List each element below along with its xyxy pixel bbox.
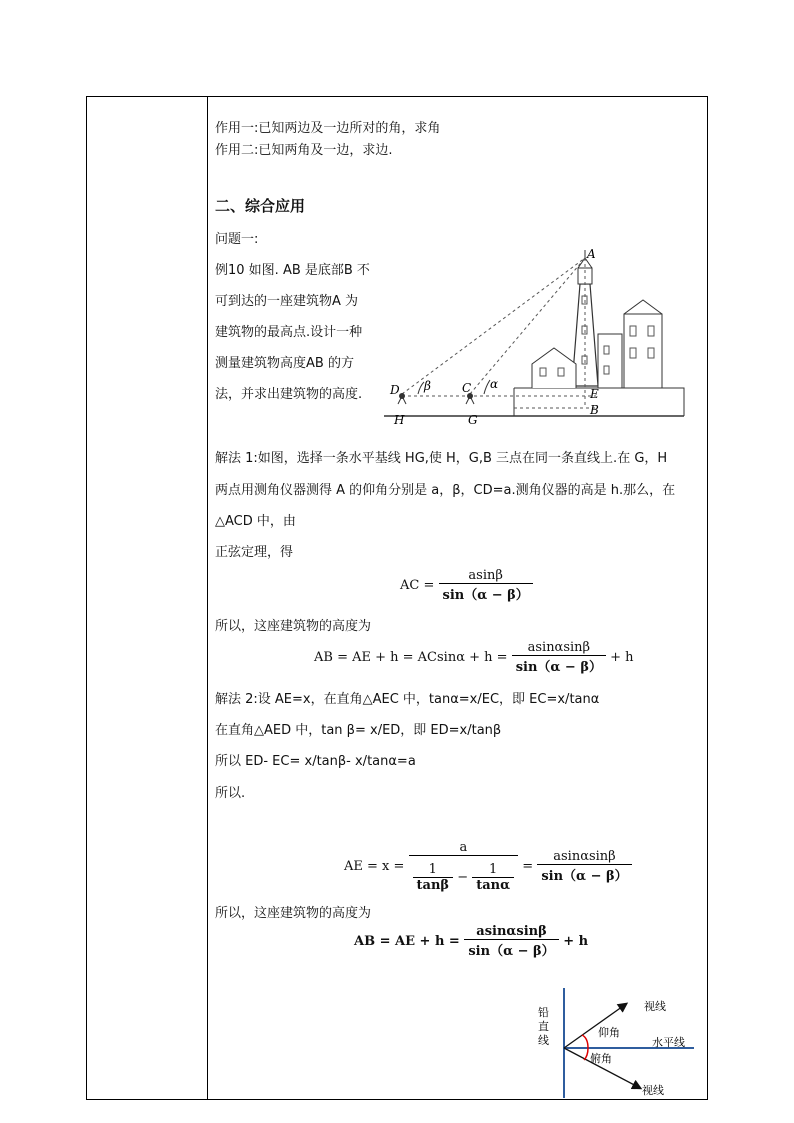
formula-ae <box>344 840 632 893</box>
problem-line: 测量建筑物高度AB 的方 <box>215 356 354 371</box>
solution1-line: 两点用测角仪器测得 A 的仰角分别是 a，β，CD=a.测角仪器的高是 h.那么，在 <box>215 483 676 498</box>
left-column <box>87 97 208 1099</box>
denominator: tanα <box>472 877 514 893</box>
numerator: asinαsinβ <box>553 849 616 864</box>
numerator: 1 <box>489 862 498 877</box>
section-heading: 二、综合应用 <box>215 197 306 215</box>
formula-ac <box>400 568 533 603</box>
problem-label: 问题一: <box>215 232 259 247</box>
fraction <box>512 640 606 675</box>
angle-diagram <box>530 984 706 1100</box>
vertical-line-label: 线 <box>538 1034 549 1047</box>
denominator: sin（α − β） <box>537 864 631 884</box>
formula-lhs: AE = x = <box>344 859 405 874</box>
denominator: sin（α − β） <box>512 655 606 675</box>
label-g: G <box>468 413 478 426</box>
fraction <box>439 568 533 603</box>
numerator: 1 <box>428 862 437 877</box>
label-c: C <box>462 381 472 395</box>
fraction <box>464 924 558 959</box>
formula-ab-2 <box>354 924 588 959</box>
formula-ab-1 <box>314 640 634 675</box>
use-one: 作用一:已知两边及一边所对的角，求角 <box>215 121 441 136</box>
solution1-line: 所以，这座建筑物的高度为 <box>215 619 372 634</box>
problem-line: 建筑物的最高点.设计一种 <box>215 325 363 340</box>
problem-line: 可到达的一座建筑物A 为 <box>215 294 359 309</box>
compound-fraction <box>409 840 519 893</box>
numerator: asinβ <box>468 568 503 583</box>
denominator: tanβ <box>413 877 454 893</box>
label-beta: β <box>424 379 431 393</box>
elevation-angle-label: 仰角 <box>598 1026 620 1039</box>
fraction <box>413 862 454 893</box>
formula-lhs: AB = AE + h = <box>354 934 460 949</box>
solution2-line: 所以，这座建筑物的高度为 <box>215 906 372 921</box>
solution1-line: △ACD 中，由 <box>215 514 296 529</box>
solution1-line: 解法 1:如图，选择一条水平基线 HG,使 H，G,B 三点在同一条直线上.在 G，H <box>215 451 668 466</box>
solution2-line: 所以 ED- EC= x/tanβ- x/tanα=a <box>215 754 416 769</box>
problem-line: 例10 如图. AB 是底部B 不 <box>215 263 370 278</box>
numerator: asinαsinβ <box>527 640 591 655</box>
formula-lhs: AB = AE + h = ACsinα + h = <box>314 650 508 665</box>
solution2-line: 所以. <box>215 786 246 801</box>
solution2-line: 解法 2:设 AE=x，在直角△AEC 中，tanα=x/EC，即 EC=x/tanα <box>215 692 600 707</box>
problem-line: 法，并求出建筑物的高度. <box>215 387 363 402</box>
minus-sign: − <box>457 870 469 885</box>
label-b: B <box>590 403 599 417</box>
label-d: D <box>390 383 400 397</box>
denominator <box>409 855 519 893</box>
formula-tail: + h <box>563 934 589 949</box>
vertical-line-label: 铅 <box>538 1006 549 1019</box>
numerator: asinαsinβ <box>476 924 547 939</box>
sight-line-down-label: 视线 <box>642 1084 664 1097</box>
formula-lhs: AC = <box>400 578 435 593</box>
label-e: E <box>590 387 599 401</box>
label-h: H <box>394 413 405 426</box>
solution2-line: 在直角△AED 中，tan β= x/ED，即 ED=x/tanβ <box>215 723 502 738</box>
vertical-line-label: 直 <box>538 1020 549 1033</box>
solution1-line: 正弦定理，得 <box>215 545 294 560</box>
denominator: sin（α − β） <box>439 583 533 603</box>
building-figure <box>384 236 686 426</box>
numerator: a <box>459 840 468 855</box>
sight-line-up-label: 视线 <box>644 1000 666 1013</box>
equals-sign: = <box>522 859 534 874</box>
horizontal-line-label: 水平线 <box>652 1036 685 1049</box>
label-a: A <box>587 247 596 261</box>
formula-tail: + h <box>610 650 634 665</box>
depression-angle-label: 俯角 <box>590 1052 612 1065</box>
label-alpha: α <box>490 377 499 391</box>
use-two: 作用二:已知两角及一边，求边. <box>215 143 393 158</box>
fraction <box>537 849 631 884</box>
denominator: sin（α − β） <box>464 939 558 959</box>
fraction <box>472 862 514 893</box>
